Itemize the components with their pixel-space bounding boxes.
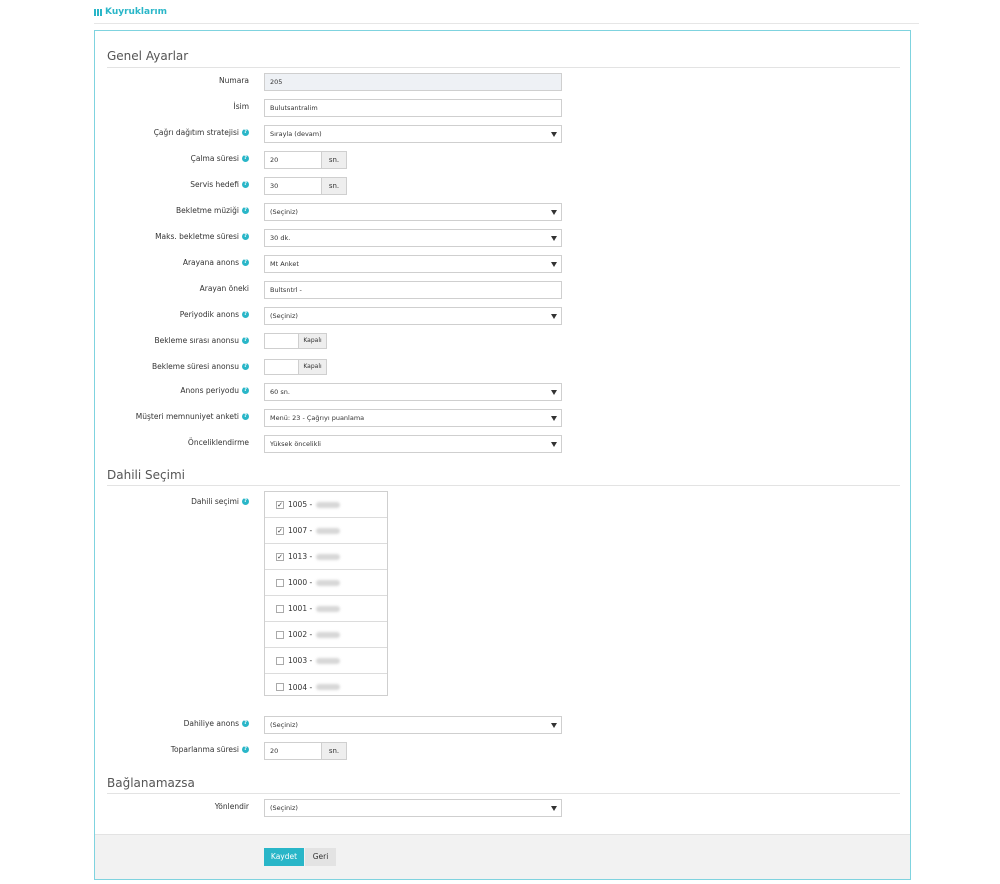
checkbox[interactable]: ✓ <box>277 526 283 535</box>
wrapup-label: Toparlanma süresi ? <box>170 745 248 754</box>
strategy-label: Çağrı dağıtım stratejisi ? <box>153 128 248 137</box>
extension-item[interactable] <box>265 518 387 544</box>
redirect-value: (Seçiniz) <box>270 804 298 812</box>
help-icon[interactable]: ? <box>243 129 248 135</box>
extension-item[interactable] <box>265 596 387 622</box>
row-announce-period <box>95 383 912 401</box>
help-icon[interactable]: ? <box>243 746 248 752</box>
extension-item[interactable] <box>265 492 387 518</box>
section-title-general: Genel Ayarlar <box>107 49 189 63</box>
redacted-name <box>316 658 340 664</box>
extension-number: 1004 - <box>288 682 313 692</box>
max-wait-label: Maks. bekletme süresi ? <box>155 232 248 241</box>
queue-position-announce-toggle[interactable] <box>264 333 327 349</box>
max-wait-value: 30 dk. <box>270 234 291 242</box>
row-satisfaction-survey <box>95 409 912 427</box>
toggle-state: Kapalı <box>298 334 326 348</box>
extension-number: 1001 - <box>288 604 313 613</box>
caret-down-icon <box>551 442 557 447</box>
page-title-text: Kuyruklarım <box>105 7 167 17</box>
priority-value: Yüksek öncelikli <box>270 440 321 448</box>
row-isim <box>95 99 912 117</box>
max-wait-select[interactable] <box>264 229 562 247</box>
section-title-extensions: Dahili Seçimi <box>107 468 185 482</box>
row-wrapup <box>95 742 912 760</box>
help-icon[interactable]: ? <box>243 155 248 161</box>
extension-number: 1003 - <box>288 656 313 665</box>
extension-item[interactable] <box>265 648 387 674</box>
extension-item[interactable] <box>265 674 387 700</box>
redacted-name <box>316 684 340 690</box>
hold-music-label: Bekletme müziği ? <box>176 206 248 215</box>
section-divider <box>107 67 900 68</box>
caller-announce-value: Mt Anket <box>270 260 299 268</box>
row-caller-announce <box>95 255 912 273</box>
service-goal-input[interactable]: 30 <box>264 177 322 195</box>
priority-label: Önceliklendirme <box>187 438 249 447</box>
ext-announce-label: Dahiliye anons ? <box>183 719 248 728</box>
extension-list <box>264 491 388 696</box>
caret-down-icon <box>551 723 557 728</box>
row-max-wait <box>95 229 912 247</box>
toggle-knob <box>265 334 298 348</box>
caret-down-icon <box>551 314 557 319</box>
caller-prefix-field[interactable]: Bultsntrl - <box>264 281 562 299</box>
isim-label: İsim <box>233 102 249 111</box>
queue-position-announce-label: Bekleme sırası anonsu ? <box>154 336 248 345</box>
row-caller-prefix <box>95 281 912 299</box>
help-icon[interactable]: ? <box>243 387 248 393</box>
caller-announce-select[interactable] <box>264 255 562 273</box>
row-wait-time-announce <box>95 359 912 377</box>
section-title-unreachable: Bağlanamazsa <box>107 776 195 790</box>
caret-down-icon <box>551 806 557 811</box>
row-service-goal <box>95 177 912 195</box>
ring-time-unit: sn. <box>321 151 347 169</box>
satisfaction-survey-value: Menü: 23 - Çağrıyı puanlama <box>270 414 365 422</box>
announce-period-select[interactable] <box>264 383 562 401</box>
redacted-name <box>316 580 340 586</box>
row-strategy <box>95 125 912 143</box>
row-priority <box>95 435 912 453</box>
ext-announce-select[interactable] <box>264 716 562 734</box>
save-button[interactable]: Kaydet <box>264 848 304 866</box>
extension-number: 1013 - <box>288 552 313 561</box>
form-footer <box>95 834 910 879</box>
checkbox[interactable]: ✓ <box>277 500 283 509</box>
periodic-announce-select[interactable] <box>264 307 562 325</box>
extension-number: 1000 - <box>288 578 313 587</box>
redirect-label: Yönlendir <box>214 802 249 811</box>
periodic-announce-value: (Seçiniz) <box>270 312 298 320</box>
caret-down-icon <box>551 390 557 395</box>
help-icon[interactable]: ? <box>243 207 248 213</box>
checkbox[interactable] <box>276 605 284 613</box>
extension-item[interactable] <box>265 544 387 570</box>
back-button[interactable]: Geri <box>305 848 336 866</box>
caller-announce-label: Arayana anons ? <box>182 258 248 267</box>
announce-period-value: 60 sn. <box>270 388 290 396</box>
caret-down-icon <box>551 210 557 215</box>
ext-select-label: Dahili seçimi ? <box>191 497 248 506</box>
help-icon[interactable]: ? <box>243 498 248 504</box>
strategy-value: Sırayla (devam) <box>270 130 322 138</box>
row-ring-time <box>95 151 912 169</box>
row-redirect <box>95 799 912 817</box>
satisfaction-survey-label: Müşteri memnuniyet anketi ? <box>135 412 248 421</box>
checkbox[interactable] <box>276 579 284 587</box>
caller-prefix-label: Arayan öneki <box>199 284 249 293</box>
list-icon <box>94 8 102 16</box>
redacted-name <box>316 632 340 638</box>
announce-period-label: Anons periyodu ? <box>180 386 248 395</box>
satisfaction-survey-select[interactable] <box>264 409 562 427</box>
service-goal-unit: sn. <box>321 177 347 195</box>
hold-music-value: (Seçiniz) <box>270 208 298 216</box>
periodic-announce-label: Periyodik anons ? <box>179 310 248 319</box>
extension-number: 1007 - <box>288 526 313 535</box>
help-icon[interactable]: ? <box>243 720 248 726</box>
row-ext-announce <box>95 716 912 734</box>
caret-down-icon <box>551 132 557 137</box>
row-periodic-announce <box>95 307 912 325</box>
checkbox[interactable] <box>276 683 284 691</box>
help-icon[interactable]: ? <box>243 311 248 317</box>
row-hold-music <box>95 203 912 221</box>
page-title <box>94 7 167 17</box>
page-header <box>94 6 919 24</box>
wrapup-input[interactable]: 20 <box>264 742 322 760</box>
section-divider <box>107 485 900 486</box>
caret-down-icon <box>551 236 557 241</box>
hold-music-select[interactable] <box>264 203 562 221</box>
extension-item[interactable] <box>265 622 387 648</box>
strategy-select[interactable] <box>264 125 562 143</box>
redacted-name <box>316 606 340 612</box>
numara-label: Numara <box>219 76 249 85</box>
ext-announce-value: (Seçiniz) <box>270 721 298 729</box>
redacted-name <box>316 528 340 534</box>
wait-time-announce-toggle[interactable] <box>264 359 327 375</box>
checkbox[interactable]: ✓ <box>277 552 283 561</box>
isim-field[interactable]: Bulutsantralim <box>264 99 562 117</box>
help-icon[interactable]: ? <box>243 181 248 187</box>
row-numara <box>95 73 912 91</box>
redirect-select[interactable] <box>264 799 562 817</box>
help-icon[interactable]: ? <box>243 413 248 419</box>
wait-time-announce-label: Bekleme süresi anonsu ? <box>151 362 248 371</box>
help-icon[interactable]: ? <box>243 337 248 343</box>
checkbox[interactable] <box>276 657 284 665</box>
queue-form-panel <box>94 30 911 880</box>
caret-down-icon <box>551 262 557 267</box>
ring-time-label: Çalma süresi ? <box>190 154 248 163</box>
numara-field: 205 <box>264 73 562 91</box>
row-ext-select <box>95 494 912 512</box>
redacted-name <box>316 554 340 560</box>
extension-item[interactable] <box>265 570 387 596</box>
toggle-knob <box>265 360 298 374</box>
help-icon[interactable]: ? <box>243 363 248 369</box>
extension-number: 1002 - <box>288 630 313 639</box>
row-queue-position-announce <box>95 333 912 351</box>
help-icon[interactable]: ? <box>243 233 248 239</box>
toggle-state: Kapalı <box>298 360 326 374</box>
checkbox[interactable] <box>276 631 284 639</box>
service-goal-label: Servis hedefi ? <box>190 180 248 189</box>
extension-number: 1005 - <box>288 500 313 509</box>
ring-time-input[interactable]: 20 <box>264 151 322 169</box>
wrapup-unit: sn. <box>321 742 347 760</box>
section-divider <box>107 793 900 794</box>
priority-select[interactable] <box>264 435 562 453</box>
redacted-name <box>316 502 340 508</box>
help-icon[interactable]: ? <box>243 259 248 265</box>
caret-down-icon <box>551 416 557 421</box>
